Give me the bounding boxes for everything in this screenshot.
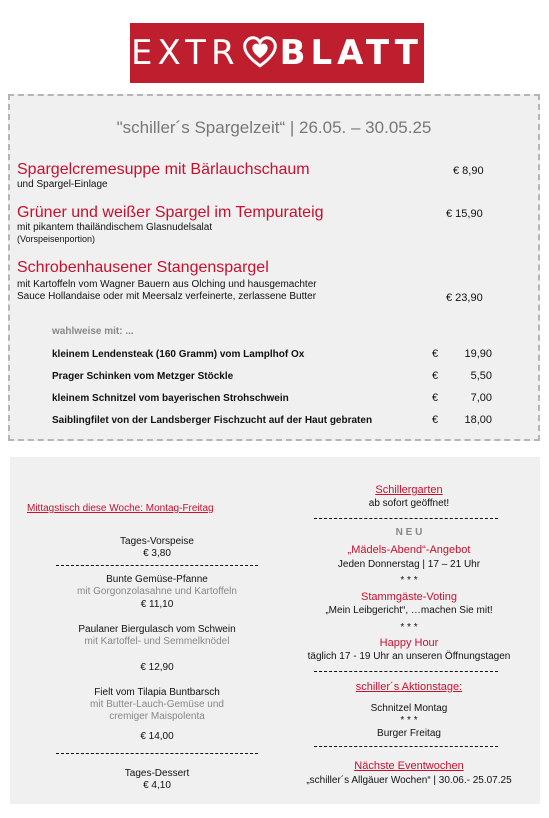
option-currency: € xyxy=(432,370,439,382)
dish-price: € 8,90 xyxy=(453,165,484,177)
divider xyxy=(314,518,498,519)
lunch-dessert-price: € 4,10 xyxy=(143,780,171,791)
option-currency: € xyxy=(432,392,439,404)
option-currency: € xyxy=(432,348,439,360)
logo-text-part1: EXTR xyxy=(131,33,240,73)
lunch-title: Mittagstisch diese Woche: Montag-Freitag xyxy=(27,503,214,514)
lunch-item-name: Fielt vom Tilapia Buntbarsch xyxy=(94,687,220,698)
lunch-item-price: € 11,10 xyxy=(140,599,174,610)
dish-description: mit Kartoffeln vom Wagner Bauern aus Olching und hausgemachter xyxy=(17,279,317,290)
option-amount: 5,50 xyxy=(470,370,492,382)
option-label: kleinem Lendensteak (160 Gramm) vom Lamplhof Ox xyxy=(52,349,305,360)
separator-stars: * * * xyxy=(400,715,418,726)
option-label: kleinem Schnitzel vom bayerischen Strohschwein xyxy=(52,393,289,404)
lunch-item-desc: cremiger Maispolenta xyxy=(109,711,205,722)
happy-hour-title: Happy Hour xyxy=(379,637,439,649)
lunch-starter-name: Tages-Vorspeise xyxy=(120,536,194,547)
lunch-dessert-name: Tages-Dessert xyxy=(124,768,190,779)
girls-night-title: „Mädels-Abend“-Angebot xyxy=(347,544,471,556)
girls-night-text: Jeden Donnerstag | 17 – 21 Uhr xyxy=(337,559,481,570)
lunch-item-desc: mit Gorgonzolasahne und Kartoffeln xyxy=(77,586,237,597)
option-amount: 7,00 xyxy=(470,392,492,404)
option-amount: 19,90 xyxy=(464,348,492,360)
dish-description: mit pikantem thailändischem Glasnudelsalat xyxy=(17,222,213,233)
option-currency: € xyxy=(432,414,439,426)
dish-soup xyxy=(17,160,310,191)
separator-stars: * * * xyxy=(400,622,418,633)
voting-title: Stammgäste-Voting xyxy=(361,591,457,603)
action-day: Burger Freitag xyxy=(377,728,441,739)
dish-description: und Spargel-Einlage xyxy=(17,179,108,190)
action-day: Schnitzel Montag xyxy=(370,703,448,714)
lunch-item-price: € 12,90 xyxy=(140,662,174,673)
dish-tempura xyxy=(17,203,324,245)
option-price xyxy=(432,370,492,382)
dish-description: Sauce Hollandaise oder mit Meersalz verfeinerte, zerlassene Butter xyxy=(17,291,317,302)
lunch-item-desc: mit Kartoffel- und Semmelknödel xyxy=(84,636,230,647)
happy-hour-text: täglich 17 - 19 Uhr an unseren Öffnungstagen xyxy=(307,651,511,662)
option-label: Saiblingfilet von der Landsberger Fischzucht auf der Haut gebraten xyxy=(52,415,373,426)
garden-text: ab sofort geöffnet! xyxy=(368,498,450,509)
divider xyxy=(56,753,258,754)
lunch-item-name: Paulaner Biergulasch vom Schwein xyxy=(78,624,236,635)
option-price xyxy=(432,414,492,426)
options-title: wahlweise mit: ... xyxy=(52,326,134,337)
garden-title: Schillergarten xyxy=(375,484,443,496)
brand-logo xyxy=(130,23,424,83)
divider xyxy=(314,671,498,672)
lunch-item-name: Bunte Gemüse-Pfanne xyxy=(106,574,208,585)
option-amount: 18,00 xyxy=(464,414,492,426)
new-label: N E U xyxy=(395,527,423,538)
voting-text: „Mein Leibgericht“, …machen Sie mit! xyxy=(325,605,493,616)
action-days-title: schiller´s Aktionstage: xyxy=(355,681,463,693)
dish-note: (Vorspeisenportion) xyxy=(17,234,96,244)
option-price xyxy=(432,348,492,360)
option-label: Prager Schinken vom Metzger Stöckle xyxy=(52,371,234,382)
dish-name: Schrobenhausener Stangenspargel xyxy=(17,259,269,276)
menu-title: "schiller´s Spargelzeit“ | 26.05. – 30.05.25 xyxy=(116,118,432,137)
dish-price: € 23,90 xyxy=(446,292,483,304)
events-title: Nächste Eventwochen xyxy=(354,760,464,772)
lunch-item-desc: mit Butter-Lauch-Gemüse und xyxy=(90,699,224,710)
separator-stars: * * * xyxy=(400,575,418,586)
lunch-starter-price: € 3,80 xyxy=(143,548,171,559)
heart-o-icon xyxy=(243,36,277,70)
dish-price: € 15,90 xyxy=(446,208,483,220)
dish-stangenspargel xyxy=(17,258,317,303)
divider xyxy=(56,565,258,566)
logo-wordmark xyxy=(131,33,423,73)
weekly-info-panel xyxy=(10,457,540,804)
dish-name: Spargelcremesuppe mit Bärlauchschaum xyxy=(17,161,310,178)
spargel-menu-panel xyxy=(8,94,540,441)
option-price xyxy=(432,392,492,404)
lunch-item-price: € 14,00 xyxy=(140,731,174,742)
logo-text-part2: BLATT xyxy=(279,33,423,73)
dish-name: Grüner und weißer Spargel im Tempurateig xyxy=(17,204,324,221)
divider xyxy=(314,746,498,747)
events-text: „schiller´s Allgäuer Wochen“ | 30.06.- 25.07.25 xyxy=(306,775,512,786)
